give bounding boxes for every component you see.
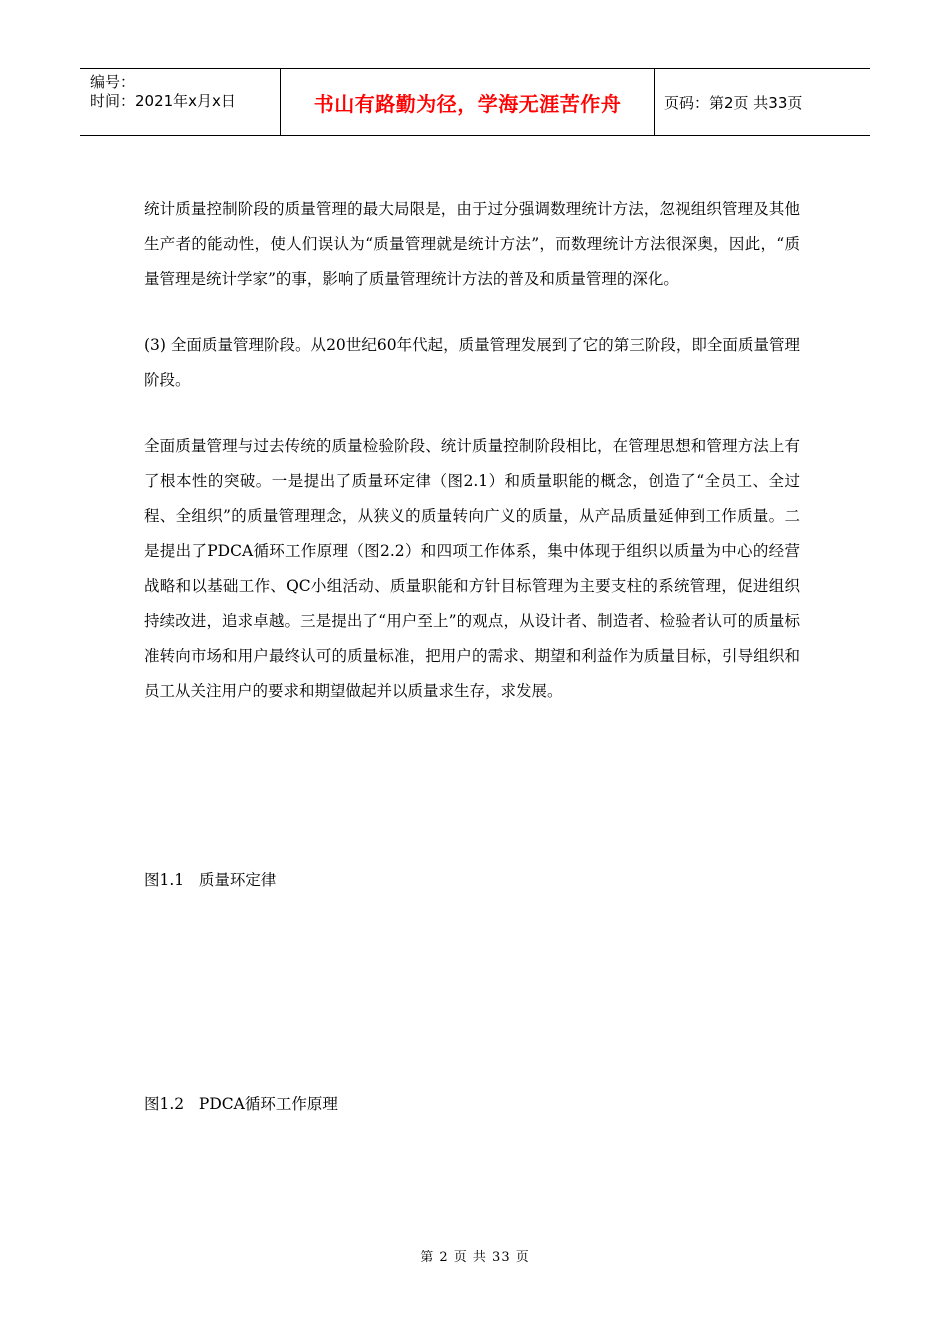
paragraph-spacer	[144, 398, 800, 429]
page-footer: 第 2 页 共 33 页	[420, 1250, 530, 1265]
paragraph-tqm-stage: (3) 全面质量管理阶段。从20世纪60年代起，质量管理发展到了它的第三阶段，即全面质量管理阶段。	[144, 336, 800, 389]
header-page-info: 页码：第2页 共33页	[664, 93, 803, 112]
paragraph-spacer	[144, 297, 800, 328]
header-meta	[80, 69, 281, 135]
figure-caption-pdca-cycle: 图1.2 PDCA循环工作原理	[144, 1095, 338, 1113]
figure-caption-quality-loop: 图1.1 质量环定律	[144, 871, 277, 889]
document-date: 时间：2021年x月x日	[90, 92, 236, 110]
page-header	[80, 68, 870, 136]
main-content	[144, 192, 800, 709]
paragraph-tqm-comparison: 全面质量管理与过去传统的质量检验阶段、统计质量控制阶段相比，在管理思想和管理方法上有了根本性的突破。一是提出了质量环定律（图2.1）和质量职能的概念，创造了“全员工、全过程、全组织”的质量管理理念，从狭义的质量转向广义的质量，从产品质量延伸到工作质量。二是提出了PDCA循环工作原理（图2.2）和四项工作体系，集中体现于组织以质量为中心的经营战略和以基础工作、QC小组活动、质量职能和方针目标管理为主要支柱的系统管理，促进组织持续改进，追求卓越。三是提出了“用户至上”的观点，从设计者、制造者、检验者认可的质量标准转向市场和用户最终认可的质量标准，把用户的需求、期望和利益作为质量目标，引导组织和员工从关注用户的要求和期望做起并以质量求生存，求发展。	[144, 437, 800, 700]
paragraph-statistical-limits: 统计质量控制阶段的质量管理的最大局限是，由于过分强调数理统计方法，忽视组织管理及其他生产者的能动性，使人们误认为“质量管理就是统计方法”，而数理统计方法很深奥，因此，“质量管理是统计学家”的事，影响了质量管理统计方法的普及和质量管理的深化。	[144, 200, 800, 288]
header-motto-cell	[281, 69, 655, 135]
header-motto: 书山有路勤为径，学海无涯苦作舟	[313, 91, 622, 116]
document-number-label: 编号：	[90, 73, 136, 91]
